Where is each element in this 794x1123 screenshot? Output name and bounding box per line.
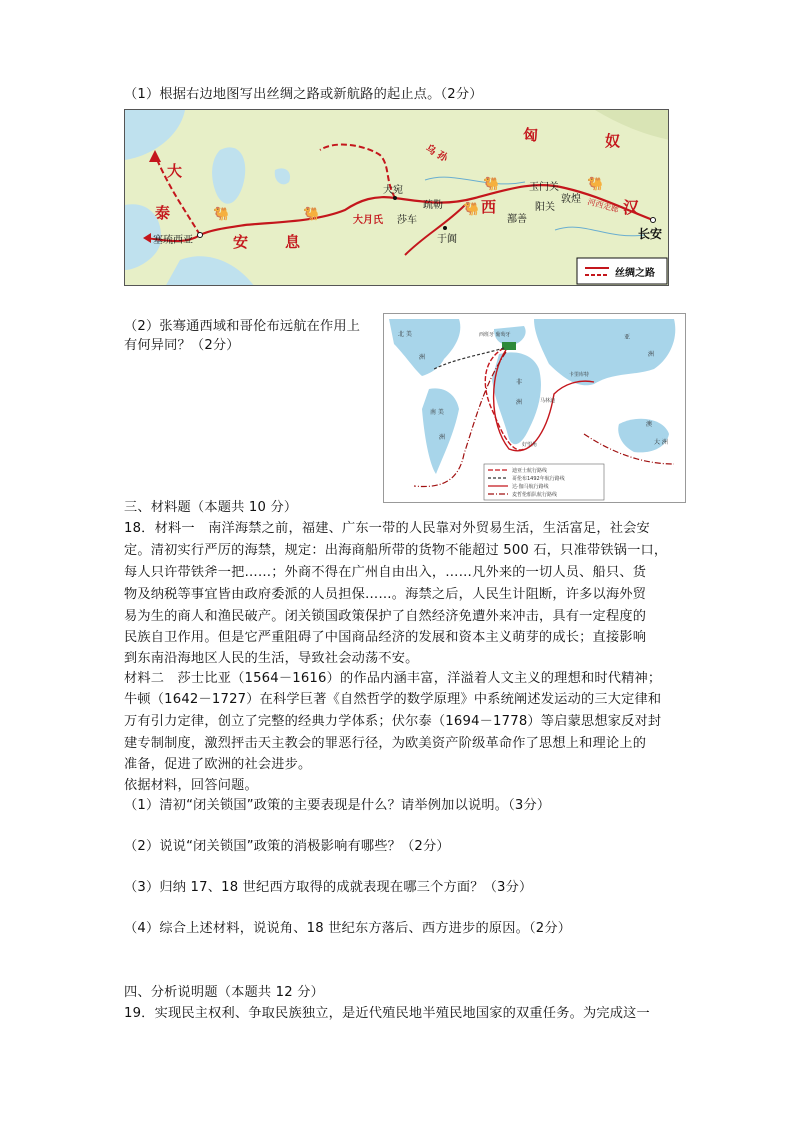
map-label-shule: 疏勒	[423, 200, 443, 211]
map-label-north-america: 北 美	[398, 331, 412, 338]
camel-icon: 🐫	[303, 207, 320, 222]
material-line: 民族自卫作用。但是它严重阻碍了中国商品经济的发展和资本主义萌芽的成长；直接影响	[124, 630, 647, 645]
sub-question-2: （2）说说“闭关锁国”政策的消极影响有哪些？（2分）	[124, 839, 450, 854]
question-2-prompt-line2: 有何异同？（2分）	[124, 338, 240, 353]
caspian-sea	[212, 147, 245, 203]
map-label-da: 大	[167, 162, 183, 180]
material-instruction: 依据材料，回答问题。	[124, 778, 258, 793]
material-line: 材料二 莎士比亚（1564－1616）的作品内涵丰富，洋溢着人文主义的理想和时代精神；	[124, 671, 662, 686]
aral-sea	[275, 168, 290, 184]
sub-question-3: （3）归纳 17、18 世纪西方取得的成就表现在哪三个方面？（3分）	[124, 880, 533, 895]
map-label-asia: 亚	[624, 334, 631, 341]
legend-label: 迪亚士航行路线	[512, 468, 548, 474]
tarim-river	[425, 177, 525, 184]
map-label-cape: 好望角	[522, 442, 538, 448]
map-label-yutian: 于阗	[437, 234, 457, 245]
sea-routes-map-graphic	[384, 314, 686, 503]
yellow-river	[555, 227, 645, 236]
map-label-zhou: 洲	[419, 354, 426, 361]
legend-label: 丝绸之路	[615, 268, 655, 279]
map-label-dayuan: 大宛	[383, 185, 403, 196]
map-label-spain-portugal: 西班牙 葡萄牙	[479, 332, 511, 338]
material-line: 物及纳税等事宜皆由政府委派的人员担保……。海禁之后，人民生计阻断，许多以海外贸	[124, 587, 647, 602]
map-label-africa: 非	[516, 379, 523, 386]
camel-icon: 🐫	[213, 207, 230, 222]
route-arrow-north	[149, 150, 161, 162]
city-dot	[393, 196, 397, 200]
silk-road-south-branch	[405, 205, 465, 255]
camel-icon: 🐫	[587, 177, 604, 192]
map-label-an: 安	[233, 233, 249, 251]
question-2-prompt-line1: （2）张骞通西域和哥伦布远航在作用上	[124, 319, 361, 334]
map-label-yangguan: 阳关	[535, 202, 555, 213]
map-label-xiyu: 西	[481, 198, 497, 216]
map-label-zhou: 洲	[439, 434, 446, 441]
city-dot	[198, 233, 203, 238]
sub-question-1: （1）清初“闭关锁国”政策的主要表现是什么？请举例加以说明。（3分）	[124, 798, 551, 813]
material-line: 18．材料一 南洋海禁之前，福建、广东一带的人民靠对外贸易生活，生活富足，社会安	[124, 521, 650, 536]
map-label-dunhuang: 敦煌	[561, 194, 581, 205]
map-label-zhou: 洲	[516, 399, 523, 406]
question-1-prompt: （1）根据右边地图写出丝绸之路或新航路的起止点。（2分）	[124, 87, 483, 102]
material-line: 每人只许带铁斧一把……；外商不得在广州自由出入，……凡外来的一切人员、船只、货	[124, 565, 647, 580]
map-label-changan: 长安	[638, 227, 663, 241]
legend-label: 哥伦布1492年航行路线	[512, 476, 565, 482]
material-line: 到东南沿海地区人民的生活，导致社会动荡不安。	[124, 651, 419, 666]
map-label-australia: 澳	[646, 421, 653, 428]
map-label-han: 汉	[623, 198, 640, 217]
silk-road-map	[124, 109, 669, 286]
legend-label: 达·伽马航行路线	[512, 484, 549, 490]
material-line: 牛顿（1642－1727）在科学巨著《自然哲学的数学原理》中系统阐述发运动的三大定律和	[124, 692, 662, 707]
map-label-qin: 泰	[155, 204, 171, 222]
map-label-shache: 莎车	[397, 215, 417, 226]
material-line: 万有引力定律，创立了完整的经典力学体系；伏尔泰（1694－1778）等启蒙思想家反对封	[124, 714, 662, 729]
map-label-calicut: 卡里库特	[569, 372, 590, 378]
camel-icon: 🐫	[483, 177, 500, 192]
material-line: 建专制制度，激烈抨击天主教会的罪恶行径，为欧美资产阶级革命作了思想上和理论上的	[124, 736, 647, 751]
question-19-text: 19．实现民主权利、争取民族独立，是近代殖民地半殖民地国家的双重任务。为完成这一	[124, 1006, 650, 1021]
map-label-xi: 息	[285, 233, 301, 251]
sea-routes-map	[383, 313, 686, 503]
map-label-shanshan: 鄯善	[507, 214, 527, 225]
map-label-south-america: 南 美	[430, 409, 444, 416]
map-label-yumenguan: 玉门关	[529, 182, 559, 193]
map-label-xiongnu: 奴	[605, 132, 621, 150]
map-label-dayuezhi: 大月氏	[353, 215, 383, 226]
map-label-wusun: 乌 孙	[423, 143, 450, 165]
section-4-heading: 四、分析说明题（本题共 12 分）	[124, 985, 325, 1000]
persian-gulf	[165, 256, 255, 286]
map-label-xiongnu: 匈	[523, 126, 539, 144]
silk-road-map-graphic	[125, 110, 669, 286]
material-line: 易为生的商人和渔民破产。闭关锁国政策保护了自然经济免遭外来冲击，具有一定程度的	[124, 609, 647, 624]
map-label-zhou: 洲	[648, 351, 655, 358]
material-line: 定。清初实行严厉的海禁，规定：出海商船所带的货物不能超过 500 石，只准带铁锅一口，	[124, 543, 668, 558]
map-label-zhou: 大 洲	[654, 439, 668, 446]
map-label-seleucia: 塞琉西亚	[153, 235, 193, 246]
sub-question-4: （4）综合上述材料，说说角、18 世纪东方落后、西方进步的原因。（2分）	[124, 921, 572, 936]
section-3-heading: 三、材料题（本题共 10 分）	[124, 500, 298, 515]
legend-label: 麦哲伦船队航行路线	[512, 492, 558, 498]
city-dot	[651, 218, 656, 223]
map-label-hexi: 河西走廊	[586, 197, 620, 215]
material-line: 准备，促进了欧洲的社会进步。	[124, 757, 312, 772]
spain-portugal-marker	[502, 342, 516, 350]
camel-icon: 🐫	[463, 202, 480, 217]
city-dot	[443, 226, 447, 230]
map-label-malindi: 马林迪	[540, 398, 556, 404]
